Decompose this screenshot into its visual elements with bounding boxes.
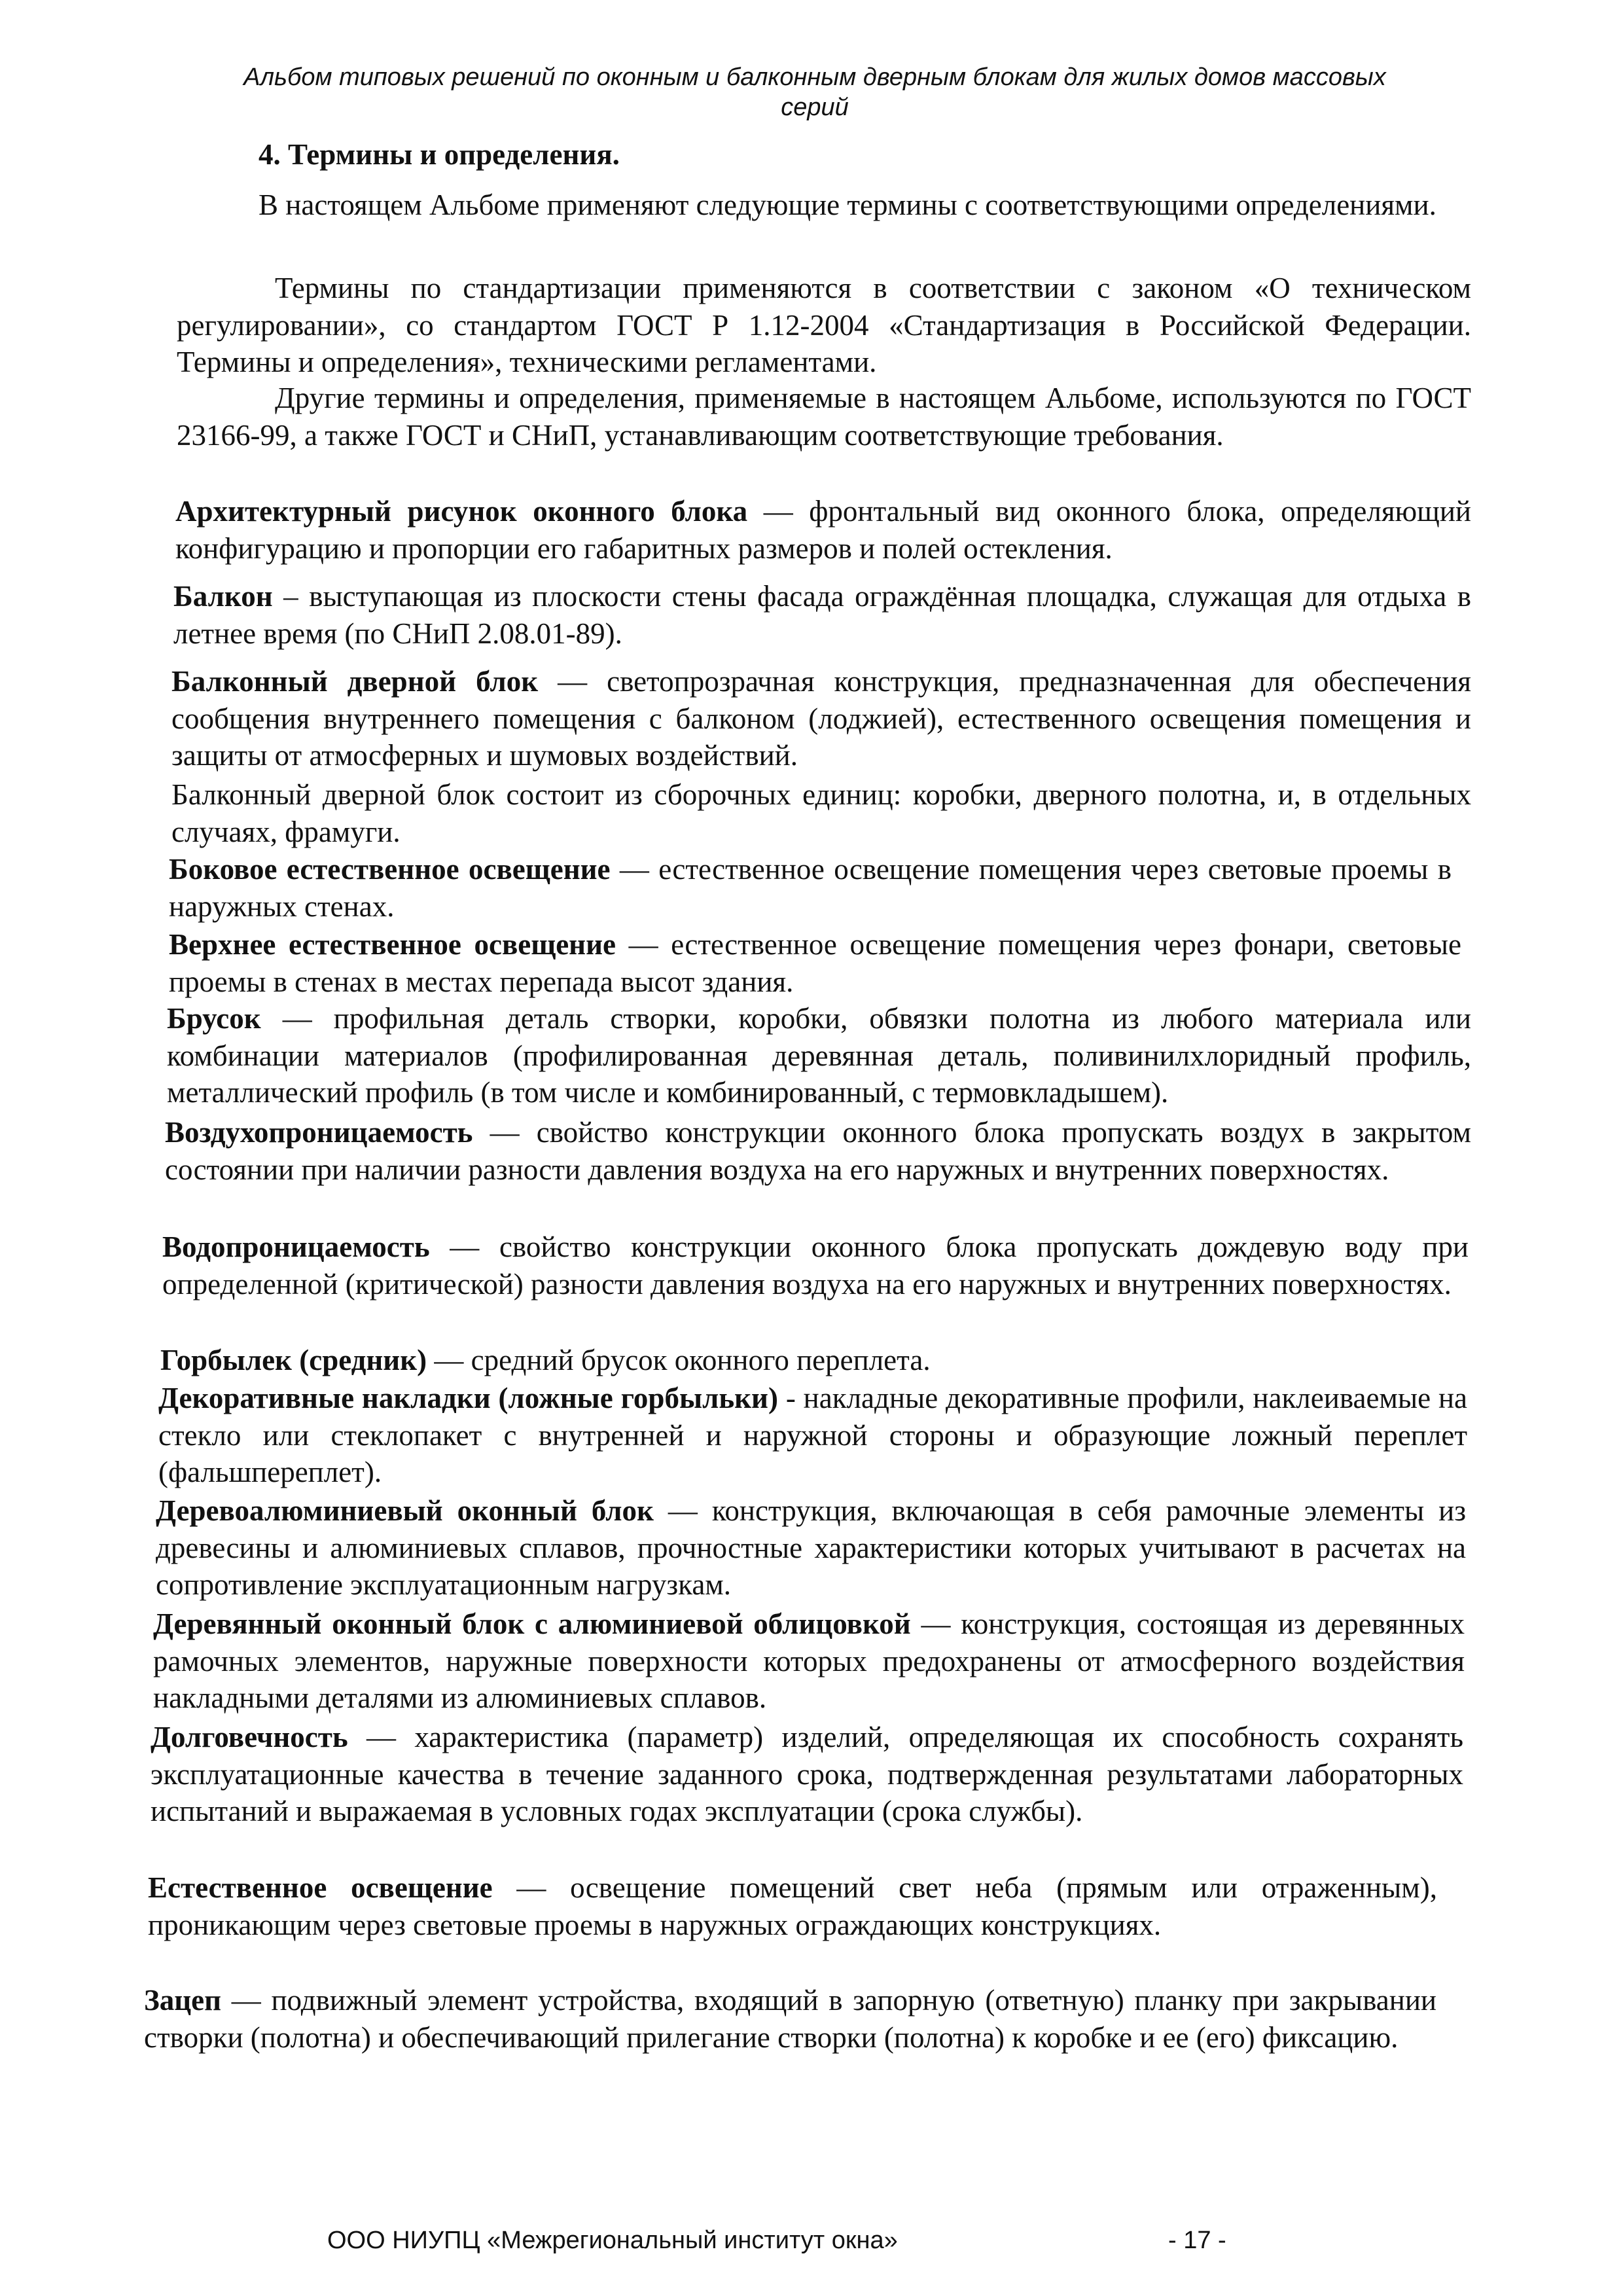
definition-entry <box>167 1000 1471 1111</box>
definition-entry <box>156 1492 1466 1604</box>
definition-term: Горбылек (средник) <box>160 1344 427 1376</box>
intro-paragraph: В настоящем Альбоме применяют следующие термины с соответствующими определениями. <box>259 188 1436 221</box>
definition-text: — фронтальный вид оконного блока, определяющий конфигурацию и пропорции его габаритных размеров и полей остекления. <box>175 495 1471 565</box>
definition-entry <box>162 1229 1469 1302</box>
definition-term: Балкон <box>173 580 273 613</box>
definition-term: Деревоалюминиевый оконный блок <box>156 1494 654 1527</box>
definition-entry <box>171 776 1471 850</box>
definition-text: — естественное освещение помещения через фонари, световые проемы в стенах в местах перепада высот здания. <box>169 928 1461 998</box>
definition-text: — светопрозрачная конструкция, предназначенная для обеспечения сообщения внутреннего помещения с балконом (лоджией), естественного освещения помещения и защиты от атмосферных и шумовых воздействий. <box>171 665 1471 772</box>
definition-text: — свойство конструкции оконного блока пропускать дождевую воду при определенной (критической) разности давления воздуха на его наружных и внутренних поверхностях. <box>162 1230 1469 1300</box>
header-line-1: Альбом типовых решений по оконным и балконным дверным блокам для жилых домов массовых <box>243 63 1386 91</box>
definition-entry <box>175 493 1471 567</box>
definition-text: - накладные декоративные профили, наклеиваемые на стекло или стеклопакет с внутренней и наружной стороны и образующие ложный переплет (фальшпереплет). <box>158 1382 1468 1488</box>
definition-entry <box>153 1605 1465 1717</box>
definition-entry <box>160 1342 1469 1379</box>
definition-term: Декоративные накладки (ложные горбыльки) <box>158 1382 778 1414</box>
definition-text: — освещение помещений свет неба (прямым или отраженным), проникающим через световые проемы в наружных ограждающих конструкциях. <box>148 1871 1437 1941</box>
definition-term: Верхнее естественное освещение <box>169 928 616 961</box>
definition-text: — конструкция, состоящая из деревянных рамочных элементов, наружные поверхности которых предохранены от атмосферного воздействия накладными деталями из алюминиевых сплавов. <box>153 1607 1465 1714</box>
definition-term: Водопроницаемость <box>162 1230 430 1263</box>
definition-text: — конструкция, включающая в себя рамочные элементы из древесины и алюминиевых сплавов, прочностные характеристики которых учитывают в расчетах на сопротивление эксплуатационным нагрузкам. <box>156 1494 1466 1601</box>
definition-term: Естественное освещение <box>148 1871 493 1904</box>
page-number: - 17 - <box>1168 2227 1226 2254</box>
definition-entry <box>148 1869 1437 1943</box>
intro-paragraph: Другие термины и определения, применяемые в настоящем Альбоме, используются по ГОСТ 23166-99, а также ГОСТ и СНиП, устанавливающим соответствующие требования. <box>177 382 1471 452</box>
definition-entry <box>169 851 1452 925</box>
definition-term: Брусок <box>167 1002 261 1035</box>
footer-organization: ООО НИУПЦ «Межрегиональный институт окна» <box>327 2227 898 2254</box>
definition-term: Зацеп <box>144 1984 222 2017</box>
definition-text: — естественное освещение помещения через световые проемы в наружных стенах. <box>169 853 1452 923</box>
definition-entry <box>144 1982 1436 2056</box>
running-header <box>157 62 1472 122</box>
definition-term: Балконный дверной блок <box>171 665 539 698</box>
definition-text: — профильная деталь створки, коробки, обвязки полотна из любого материала или комбинации материалов (профилированная деревянная деталь, поливинилхлоридный профиль, металлический профиль (в том числе и комбинированный, с термовкладышем). <box>167 1002 1471 1109</box>
definition-entry <box>173 578 1471 652</box>
definition-term: Боковое естественное освещение <box>169 853 611 886</box>
definition-term: Воздухопроницаемость <box>165 1116 473 1149</box>
intro-paragraph: Термины по стандартизации применяются в соответствии с законом «О техническом регулировании», со стандартом ГОСТ Р 1.12-2004 «Стандартизация в Российской Федерации. Термины и определения», техническими регламентами. <box>177 272 1471 378</box>
definition-text: — подвижный элемент устройства, входящий в запорную (ответную) планку при закрывании створки (полотна) и обеспечивающий прилегание створки (полотна) к коробке и ее (его) фиксацию. <box>144 1984 1436 2054</box>
definition-entry <box>151 1719 1463 1830</box>
header-line-2: серий <box>781 94 849 121</box>
definition-entry <box>169 926 1461 1000</box>
definition-text: – выступающая из плоскости стены фасада ограждённая площадка, служащая для отдыха в летнее время (по СНиП 2.08.01-89). <box>173 580 1471 650</box>
definition-entry <box>165 1114 1471 1188</box>
definition-text: — средний брусок оконного переплета. <box>427 1344 931 1376</box>
definition-entry <box>171 663 1471 774</box>
definition-text: Балконный дверной блок состоит из сборочных единиц: коробки, дверного полотна, и, в отдельных случаях, фрамуги. <box>171 778 1471 848</box>
section-title: 4. Термины и определения. <box>259 138 620 171</box>
definition-text: — свойство конструкции оконного блока пропускать воздух в закрытом состоянии при наличии разности давления воздуха на его наружных и внутренних поверхностях. <box>165 1116 1471 1186</box>
definition-entry <box>158 1380 1467 1491</box>
definition-term: Долговечность <box>151 1721 348 1753</box>
definition-term: Архитектурный рисунок оконного блока <box>175 495 748 528</box>
definition-text: — характеристика (параметр) изделий, определяющая их способность сохранять эксплуатационные качества в течение заданного срока, подтвержденная результатами лабораторных испытаний и выражаемая в условных годах эксплуатации (срока службы). <box>151 1721 1463 1827</box>
definition-term: Деревянный оконный блок с алюминиевой облицовкой <box>153 1607 911 1640</box>
